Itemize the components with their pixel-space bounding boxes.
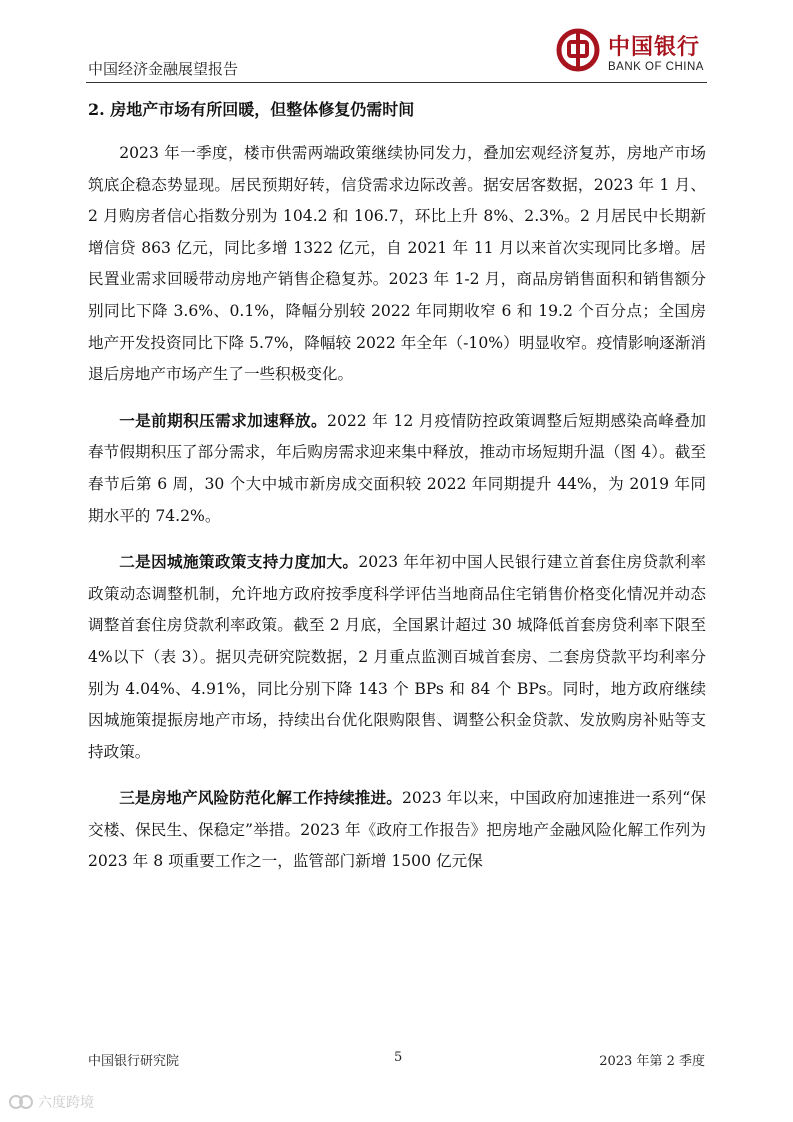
paragraph-policy-support <box>88 546 706 768</box>
paragraph-lead: 一是前期积压需求加速释放。 <box>119 410 328 430</box>
footer-period: 2023 年第 2 季度 <box>599 1054 705 1069</box>
report-title: 中国经济金融展望报告 <box>88 60 239 78</box>
paragraph-overview <box>88 138 706 391</box>
paragraph-text: 2023 年年初中国人民银行建立首套住房贷款利率政策动态调整机制，允许地方政府按季度科学评估当地商品住宅销售价格变化情况并动态调整首套住房贷款利率政策。截至 2 月底，全国累计超过 30 城降低首套房贷利率下限至 4%以下（表 3）。据贝壳研究院数据，2 月重点监测百城首套房、二套房贷款平均利率分别为 4.04%、4.91%，同比分别下降 143 个 BPs 和 84 个 BPs。同时，地方政府继续因城施策提振房地产市场，持续出台优化限购限售、调整公积金贷款、发放购房补贴等支持政策。 <box>88 553 706 761</box>
paragraph-text: 2022 年 12 月疫情防控政策调整后短期感染高峰叠加春节假期积压了部分需求，年后购房需求迎来集中释放，推动市场短期升温（图 4）。截至春节后第 6 周，30 个大中城市新房成交面积较 2022 年同期提升 44%，为 2019 年同期水平的 74.2%。 <box>88 411 706 525</box>
paragraph-text: 2023 年一季度，楼市供需两端政策继续协同发力，叠加宏观经济复苏，房地产市场筑底企稳态势显现。居民预期好转，信贷需求边际改善。据安居客数据，2023 年 1 月、2 月购房者信心指数分别为 104.2 和 106.7，环比上升 8%、2.3%。2 月居民中长期新增信贷 863 亿元，同比多增 1322 亿元，自 2021 年 11 月以来首次实现同比多增。居民置业需求回暖带动房地产销售企稳复苏。2023 年 1-2 月，商品房销售面积和销售额分别同比下降 3.6%、0.1%，降幅分别较 2022 年同期收窄 6 和 19.2 个百分点；全国房地产开发投资同比下降 5.7%，降幅较 2022 年全年（-10%）明显收窄。疫情影响逐渐消退后房地产市场产生了一些积极变化。 <box>88 144 706 384</box>
section-heading: 2. 房地产市场有所回暖，但整体修复仍需时间 <box>88 100 415 119</box>
watermark-text: 六度跨境 <box>38 1094 94 1110</box>
watermark-logo-icon <box>8 1093 34 1111</box>
bank-logo <box>556 28 716 80</box>
paragraph-lead: 三是房地产风险防范化解工作持续推进。 <box>119 788 402 808</box>
paragraph-text: 2023 年以来，中国政府加速推进一系列“保交楼、保民生、保稳定”举措。2023 年《政府工作报告》把房地产金融风险化解工作列为 2023 年 8 项重要工作之一，监管部门新增 1500 亿元保 <box>88 789 706 871</box>
paragraph-risk-resolution <box>88 782 706 878</box>
page-number: 5 <box>394 1050 403 1065</box>
main-content <box>88 92 706 892</box>
paragraph-pent-up-demand <box>88 405 706 532</box>
logo-english-name: BANK OF CHINA <box>608 61 704 73</box>
footer-institute: 中国银行研究院 <box>88 1054 180 1069</box>
watermark <box>8 1092 94 1112</box>
paragraph-lead: 二是因城施策政策支持力度加大。 <box>119 552 359 572</box>
bank-of-china-emblem-icon <box>556 28 600 72</box>
header-divider <box>86 82 707 83</box>
logo-chinese-name: 中国银行 <box>608 34 701 60</box>
